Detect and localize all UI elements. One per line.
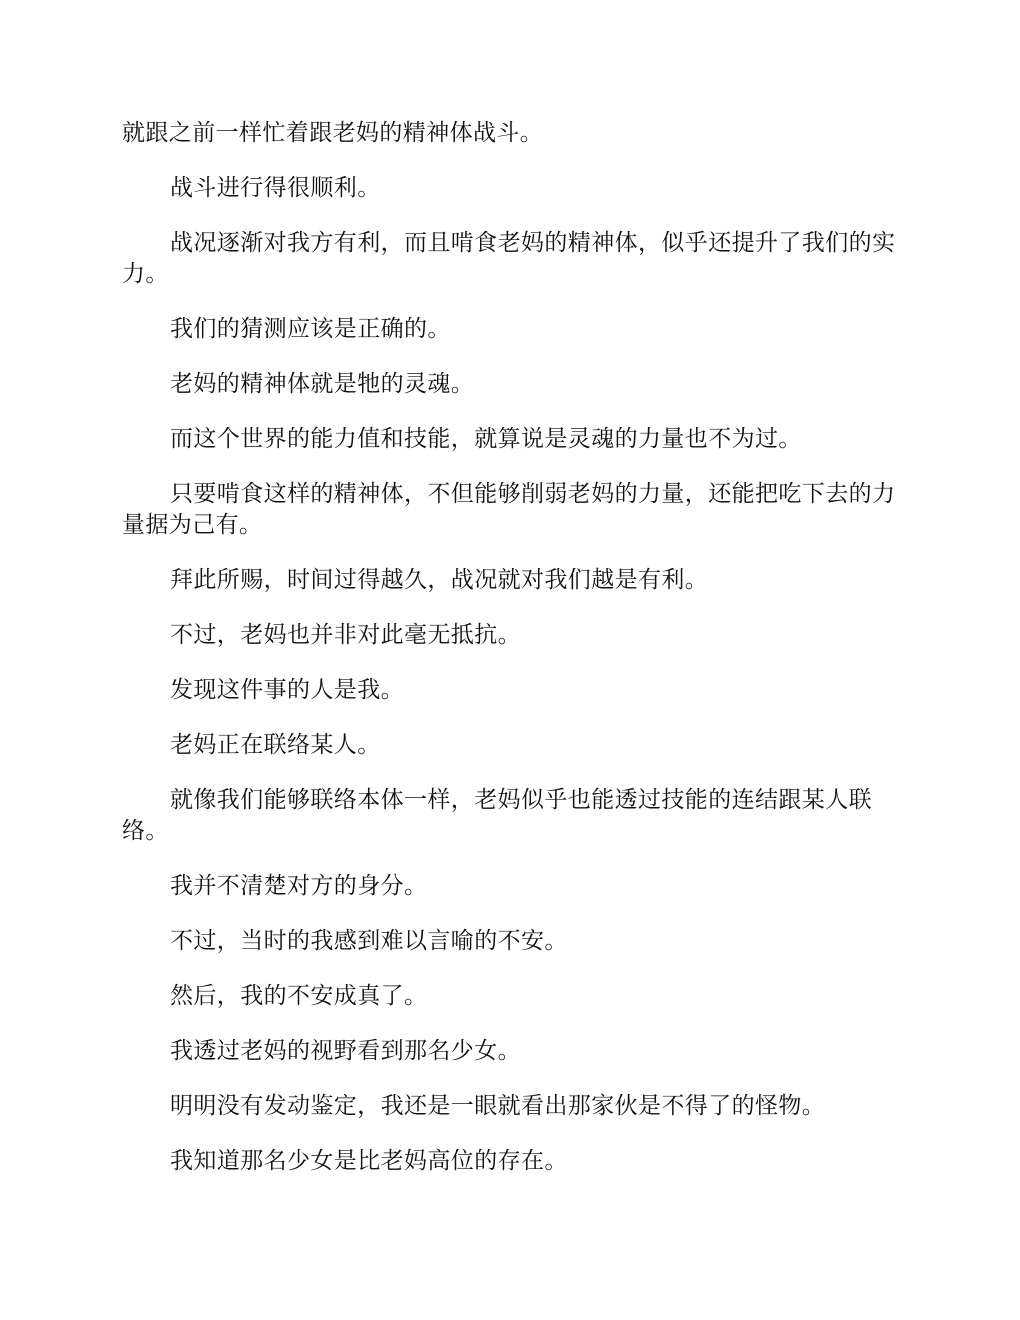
paragraph: 明明没有发动鉴定，我还是一眼就看出那家伙是不得了的怪物。 [170, 1093, 826, 1119]
paragraph: 而这个世界的能力值和技能，就算说是灵魂的力量也不为过。 [170, 426, 802, 452]
paragraph: 战斗进行得很顺利。 [170, 175, 381, 201]
paragraph: 战况逐渐对我方有利，而且啃食老妈的精神体，似乎还提升了我们的实力。 [122, 230, 896, 287]
paragraph: 我并不清楚对方的身分。 [170, 873, 428, 899]
paragraph: 就像我们能够联络本体一样，老妈似乎也能透过技能的连结跟某人联络。 [122, 787, 872, 844]
paragraph: 老妈正在联络某人。 [170, 732, 381, 758]
paragraph: 发现这件事的人是我。 [170, 677, 404, 703]
paragraph: 只要啃食这样的精神体，不但能够削弱老妈的力量，还能把吃下去的力量据为己有。 [122, 481, 896, 538]
paragraph: 我知道那名少女是比老妈高位的存在。 [170, 1148, 568, 1174]
paragraph: 老妈的精神体就是牠的灵魂。 [170, 371, 475, 397]
paragraph: 不过，当时的我感到难以言喻的不安。 [170, 928, 568, 954]
paragraph: 我们的猜测应该是正确的。 [170, 316, 451, 342]
paragraph: 我透过老妈的视野看到那名少女。 [170, 1038, 521, 1064]
paragraph: 拜此所赐，时间过得越久，战况就对我们越是有利。 [170, 567, 709, 593]
paragraph: 然后，我的不安成真了。 [170, 983, 428, 1009]
paragraph: 就跟之前一样忙着跟老妈的精神体战斗。 [122, 120, 544, 146]
document-page [122, 118, 902, 1201]
paragraph: 不过，老妈也并非对此毫无抵抗。 [170, 622, 521, 648]
